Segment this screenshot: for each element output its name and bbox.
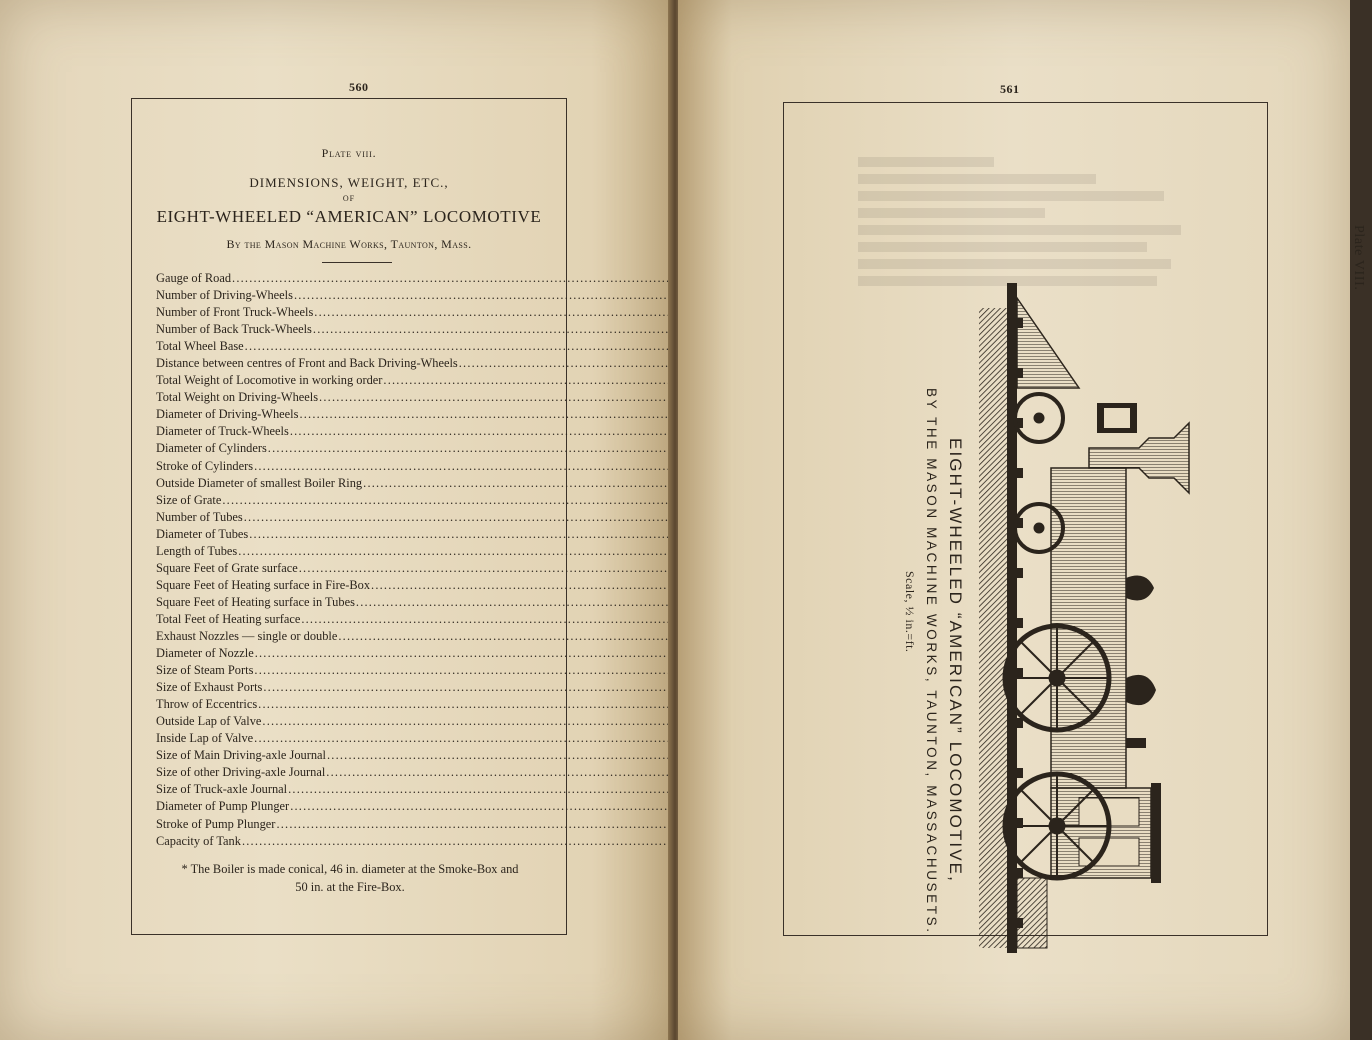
spec-label: Number of Front Truck-Wheels	[156, 305, 314, 320]
spec-label: Number of Driving-Wheels	[156, 288, 293, 303]
spec-label: Diameter of Cylinders	[156, 441, 267, 456]
spec-label: Number of Back Truck-Wheels	[156, 322, 312, 337]
spec-label: Square Feet of Heating surface in Fire-Box	[156, 577, 371, 592]
spec-label: Square Feet of Heating surface in Tubes	[156, 594, 355, 609]
spec-label: Size of Main Driving-axle Journal	[156, 748, 326, 763]
caption-maker: BY THE MASON MACHINE WORKS, TAUNTON, MASSACHUSETS.	[924, 388, 939, 935]
divider	[322, 262, 392, 263]
spec-row	[156, 764, 564, 781]
spec-row	[156, 440, 564, 457]
of-label: OF	[342, 194, 356, 203]
sand-dome	[1126, 675, 1156, 705]
spec-label: Outside Lap of Valve	[156, 714, 262, 729]
maker-line: By the Mason Machine Works, Taunton, Mass.	[226, 237, 472, 251]
spec-label: Stroke of Pump Plunger	[156, 816, 276, 831]
spec-row	[156, 798, 564, 815]
spec-row	[156, 611, 564, 628]
spec-label: Total Weight on Driving-Wheels	[156, 390, 319, 405]
spec-row	[156, 509, 564, 526]
spec-label: Size of Grate	[156, 492, 222, 507]
spec-row	[156, 679, 564, 696]
spec-row	[156, 577, 564, 594]
spec-row	[156, 355, 564, 372]
spec-row	[156, 304, 564, 321]
spec-row	[156, 781, 564, 798]
spec-label: Number of Tubes	[156, 509, 243, 524]
spec-row	[156, 475, 564, 492]
footnote	[150, 860, 550, 896]
plate-frame	[783, 102, 1366, 936]
spec-list	[156, 270, 564, 850]
spec-row	[156, 458, 564, 475]
spec-label: Diameter of Truck-Wheels	[156, 424, 289, 439]
spec-row	[156, 662, 564, 679]
spec-row	[156, 730, 564, 747]
spec-label: Diameter of Pump Plunger	[156, 799, 290, 814]
spec-row	[156, 833, 564, 850]
footnote-line: 50 in. at the Fire-Box.	[295, 880, 405, 894]
spec-row	[156, 816, 564, 833]
spec-row	[156, 423, 564, 440]
spec-row	[156, 560, 564, 577]
steam-dome	[1126, 576, 1154, 601]
locomotive-engraving	[979, 278, 1249, 958]
spec-label: Size of Truck-axle Journal	[156, 782, 288, 797]
spec-row	[156, 747, 564, 764]
spec-label: Size of other Driving-axle Journal	[156, 765, 326, 780]
spec-label: Square Feet of Grate surface	[156, 560, 298, 575]
spec-row	[156, 406, 564, 423]
plate-label: Plate viii.	[321, 146, 377, 160]
spec-row	[156, 645, 564, 662]
spec-row	[156, 287, 564, 304]
caption-scale: Scale, ½ in.=ft.	[903, 571, 917, 653]
spec-row	[156, 372, 564, 389]
right-page	[678, 0, 1366, 1040]
spec-label: Diameter of Tubes	[156, 526, 249, 541]
cowcatcher	[1017, 298, 1079, 388]
spec-row	[156, 713, 564, 730]
spec-label: Gauge of Road	[156, 271, 232, 285]
spec-row	[156, 270, 564, 287]
spec-label: Length of Tubes	[156, 543, 238, 558]
spec-row	[156, 594, 564, 611]
tender-base	[1017, 878, 1047, 948]
spec-label: Size of Exhaust Ports	[156, 680, 263, 695]
spec-row	[156, 543, 564, 560]
spec-label: Throw of Eccentrics	[156, 697, 258, 712]
spec-label: Total Feet of Heating surface	[156, 611, 301, 626]
whistle	[1126, 738, 1146, 748]
spec-row	[156, 526, 564, 543]
plate-frame	[131, 98, 567, 935]
spec-row	[156, 321, 564, 338]
title-line-1: DIMENSIONS, WEIGHT, ETC.,	[249, 175, 449, 190]
spec-label: Size of Steam Ports	[156, 663, 254, 678]
page-title: EIGHT-WHEELED “AMERICAN” LOCOMOTIVE	[156, 207, 542, 226]
spec-label: Stroke of Cylinders	[156, 458, 254, 473]
footnote-line: * The Boiler is made conical, 46 in. diameter at the Smoke-Box and	[181, 862, 519, 876]
spec-row	[156, 338, 564, 355]
spec-label: Exhaust Nozzles — single or double	[156, 628, 338, 643]
spec-row	[156, 696, 564, 713]
spec-label: Diameter of Driving-Wheels	[156, 407, 299, 422]
page-number: 560	[349, 80, 369, 94]
spec-label: Capacity of Tank	[156, 833, 241, 848]
spec-label: Diameter of Nozzle	[156, 646, 254, 661]
spec-label: Inside Lap of Valve	[156, 731, 254, 746]
spec-row	[156, 492, 564, 509]
spec-label: Total Weight of Locomotive in working order	[156, 373, 383, 388]
spec-row	[156, 389, 564, 406]
spec-row	[156, 628, 564, 645]
plate-side-label: Plate VIII.	[1351, 225, 1366, 291]
page-number: 561	[1000, 82, 1020, 96]
spec-label: Distance between centres of Front and Back Driving-Wheels	[156, 356, 458, 371]
cab-roof	[1151, 783, 1161, 883]
spec-label: Total Wheel Base	[156, 339, 244, 354]
spec-label: Outside Diameter of smallest Boiler Ring	[156, 475, 363, 490]
ballast	[979, 308, 1007, 948]
caption-title: EIGHT-WHEELED “AMERICAN” LOCOMOTIVE,	[946, 438, 965, 883]
left-page	[0, 0, 672, 1040]
